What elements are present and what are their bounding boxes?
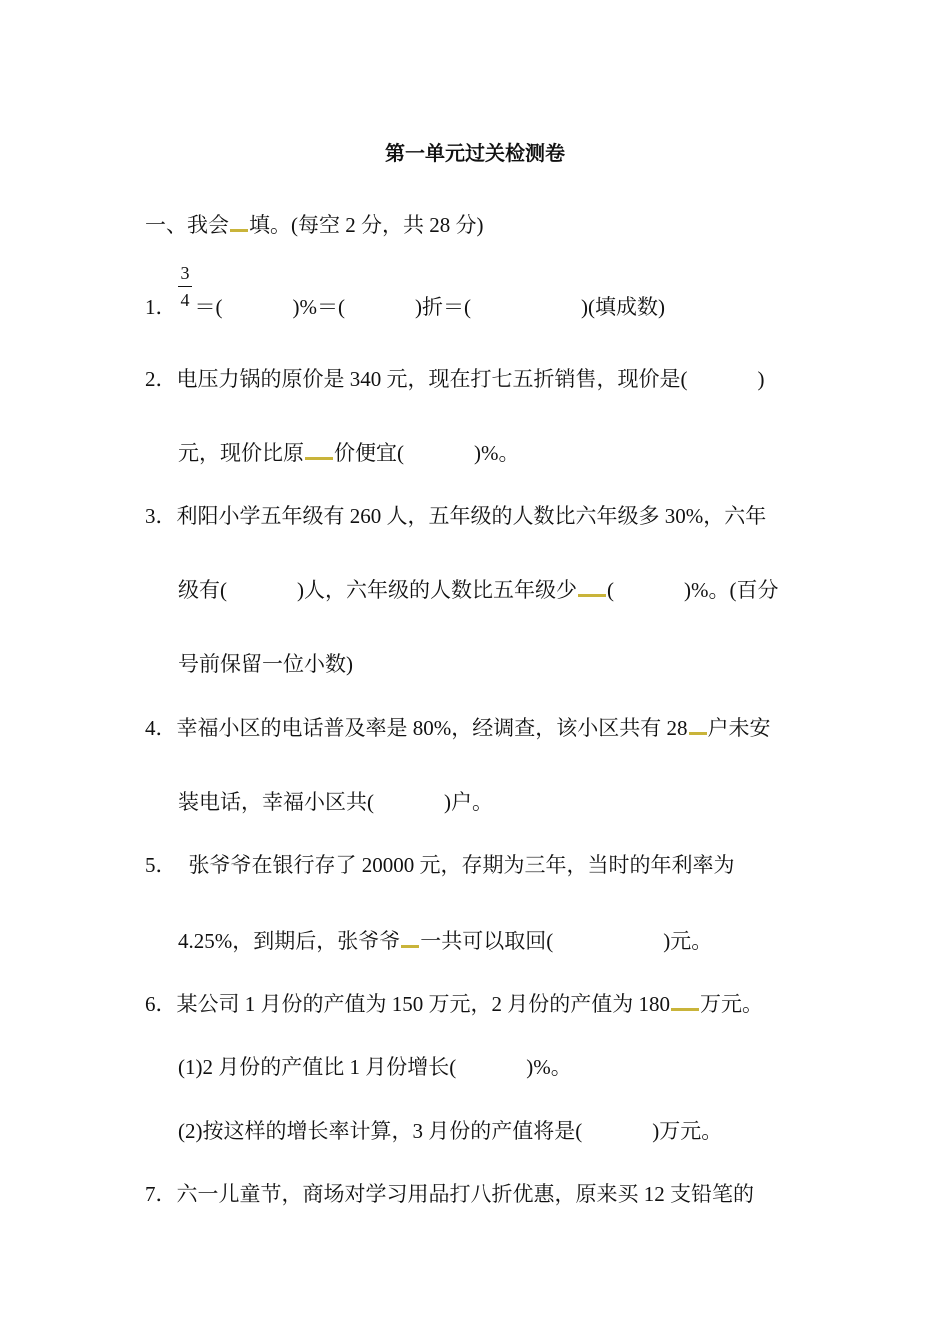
fraction-bar bbox=[178, 286, 192, 287]
question-3-line-3: 号前保留一位小数) bbox=[178, 652, 353, 676]
page-title: 第一单元过关检测卷 bbox=[385, 143, 565, 165]
q1-text: ＝( bbox=[194, 295, 223, 319]
question-number: 2． bbox=[145, 367, 177, 391]
question-number: 5． bbox=[145, 853, 177, 877]
highlight-mark bbox=[689, 732, 707, 735]
question-number: 3． bbox=[145, 504, 177, 528]
question-number: 4． bbox=[145, 716, 177, 740]
q7-text: 六一儿童节，商场对学习用品打八折优惠，原来买 12 支铅笔的 bbox=[176, 1182, 754, 1206]
question-1 bbox=[145, 294, 665, 320]
highlight-mark bbox=[671, 1008, 699, 1011]
q5-text: 张爷爷在银行存了 20000 元，存期为三年，当时的年利率为 bbox=[188, 853, 735, 877]
heading-text-pre: 一、我会 bbox=[145, 213, 229, 237]
q2-text: 电压力锅的原价是 340 元，现在打七五折销售，现价是( bbox=[176, 367, 688, 391]
q5-text: )元。 bbox=[663, 929, 713, 953]
question-7-line-1 bbox=[145, 1181, 754, 1207]
q4-text: 幸福小区的电话普及率是 80%，经调查，该小区共有 28 bbox=[176, 716, 688, 740]
q1-text: )(填成数) bbox=[580, 295, 665, 319]
q6-text: )%。 bbox=[526, 1055, 572, 1079]
highlight-mark bbox=[578, 594, 606, 597]
q5-text: 4.25%，到期后，张爷爷 bbox=[178, 929, 401, 953]
q2-text: ) bbox=[757, 367, 765, 391]
q5-text: 一共可以取回( bbox=[420, 929, 554, 953]
q1-text: )折＝( bbox=[414, 295, 471, 319]
q6-text: (1)2 月份的产值比 1 月份增长( bbox=[178, 1055, 457, 1079]
question-2-line-1 bbox=[145, 366, 765, 392]
question-3-line-2 bbox=[178, 577, 778, 603]
highlight-mark bbox=[401, 945, 419, 948]
question-2-line-2 bbox=[178, 440, 520, 466]
question-6-line-1 bbox=[145, 991, 763, 1017]
highlight-mark bbox=[230, 229, 248, 232]
q6-text: 某公司 1 月份的产值为 150 万元，2 月份的产值为 180 bbox=[176, 992, 670, 1016]
q2-text: )%。 bbox=[474, 441, 520, 465]
question-4-line-2 bbox=[178, 789, 493, 815]
question-5-line-2 bbox=[178, 928, 712, 954]
heading-text-post: 填。(每空 2 分，共 28 分) bbox=[249, 213, 484, 237]
fraction-numerator: 3 bbox=[180, 263, 190, 283]
question-6-sub-2 bbox=[178, 1118, 722, 1144]
section-heading bbox=[145, 212, 484, 238]
question-number: 1． bbox=[145, 295, 177, 319]
q6-text: 万元。 bbox=[700, 992, 763, 1016]
q4-text: 户未安 bbox=[707, 716, 771, 740]
q3-text: 利阳小学五年级有 260 人，五年级的人数比六年级多 30%，六年 bbox=[176, 504, 767, 528]
q6-text: (2)按这样的增长率计算，3 月份的产值将是( bbox=[178, 1119, 583, 1143]
q6-text: )万元。 bbox=[652, 1119, 723, 1143]
q3-text: )人，六年级的人数比五年级少 bbox=[297, 578, 577, 602]
question-number: 7． bbox=[145, 1182, 177, 1206]
q3-text: ( bbox=[607, 578, 614, 602]
question-number: 6． bbox=[145, 992, 177, 1016]
question-5-line-1 bbox=[145, 852, 735, 878]
q3-text: )%。(百分 bbox=[684, 578, 779, 602]
question-6-sub-1 bbox=[178, 1054, 572, 1080]
q3-text: 级有( bbox=[178, 578, 227, 602]
fraction-denominator: 4 bbox=[180, 290, 190, 310]
question-4-line-1 bbox=[145, 715, 771, 741]
question-3-line-1 bbox=[145, 503, 766, 529]
q2-text: 元，现价比原 bbox=[178, 441, 304, 465]
q4-text: )户。 bbox=[444, 790, 493, 814]
q4-text: 装电话，幸福小区共( bbox=[178, 790, 374, 814]
highlight-mark bbox=[305, 457, 333, 460]
q1-text: )%＝( bbox=[292, 295, 345, 319]
q2-text: 价便宜( bbox=[334, 441, 404, 465]
